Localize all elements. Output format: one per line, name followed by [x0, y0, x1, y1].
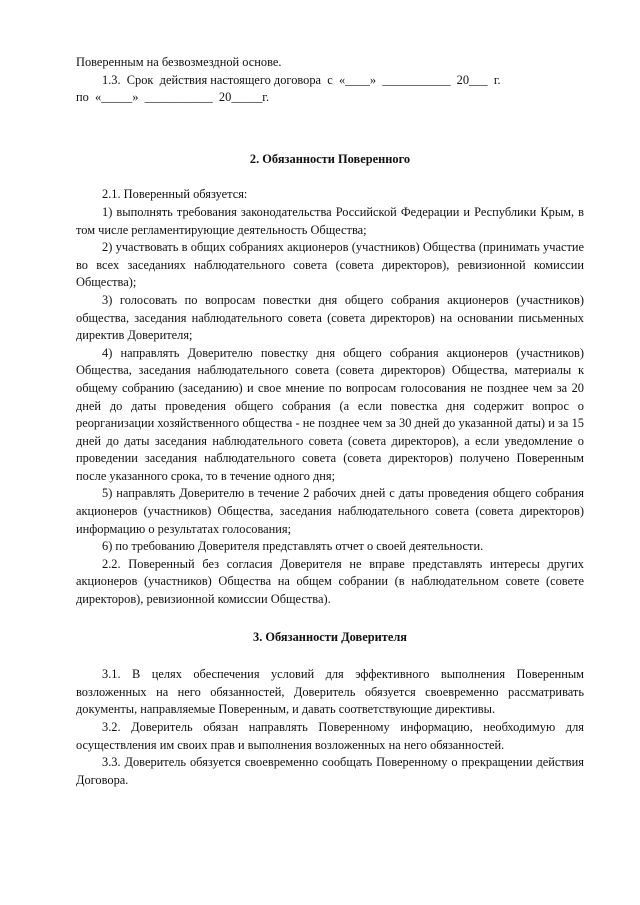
clause-3-1: 3.1. В целях обеспечения условий для эффективного выполнения Поверенным возложенных на него обязанностей, Доверитель обязуется своевременно рассматривать документы, направляемые Поверенным, и давать соответствующие директивы. — [76, 667, 584, 717]
duty-item-4: 4) направлять Доверителю повестку дня общего собрания акционеров (участников) Общества, заседания наблюдательного совета (совета директоров) Общества, материалы к общему собранию (заседанию) и свое мнение по вопросам голосования не позднее чем за 20 дней до даты проведения общего собрания (а если повестка дня содержит вопрос о реорганизации хозяйственного общества - не позднее чем за 30 дней до указанной даты) и за 15 дней до даты заседания наблюдательного совета (совета директоров), а если уведомление о проведении заседания наблюдательного совета (совета директоров) получено Поверенным после указанного срока, то в течение одного дня; — [76, 345, 584, 483]
duty-item-3: 3) голосовать по вопросам повестки дня общего собрания акционеров (участников) общества, заседания наблюдательного совета (совета директоров) на основании письменных директив Доверителя; — [76, 292, 584, 343]
clause-3-2: 3.2. Доверитель обязан направлять Поверенному информацию, необходимую для осуществления им своих прав и выполнения возложенных на него обязанностей. — [76, 720, 584, 752]
clause-2-1: 2.1. Поверенный обязуется: — [102, 187, 248, 202]
clause-2-2: 2.2. Поверенный без согласия Доверителя не вправе представлять интересы других акционеров (участников) Общества на общем собрании (в наблюдательном совете (совете директоров), ревизионной комиссии Общества). — [76, 556, 584, 607]
section-3-title: 3. Обязанности Доверителя — [253, 629, 407, 644]
duty-item-2: 2) участвовать в общих собраниях акционеров (участников) Общества (принимать участие во всех заседаниях наблюдательного совета (совета директоров), ревизионной комиссии Общества); — [76, 240, 584, 290]
duty-item-1: 1) выполнять требования законодательства Российской Федерации и Республики Крым, в том числе регламентирующие деятельность Общества; — [76, 204, 584, 237]
duty-item-5: 5) направлять Доверителю в течение 2 рабочих дней с даты проведения общего собрания акционеров (участников) Общества, заседания наблюдательного совета (совета директоров) информацию о результатах голосования; — [76, 486, 584, 536]
intro-line: Поверенным на безвозмездной основе. — [76, 55, 282, 69]
section-2-title: 2. Обязанности Поверенного — [249, 151, 411, 166]
clause-3-3: 3.3. Доверитель обязуется своевременно сообщать Поверенному о прекращении действия Договора. — [76, 755, 584, 787]
document-body — [76, 54, 584, 789]
term-line-2: по «_____» ___________ 20_____г. — [76, 90, 270, 105]
duty-item-6: 6) по требованию Доверителя представлять отчет о своей деятельности. — [102, 539, 484, 554]
term-line-1: 1.3. Срок действия настоящего договора с «____» ___________ 20___ г. — [102, 72, 501, 87]
